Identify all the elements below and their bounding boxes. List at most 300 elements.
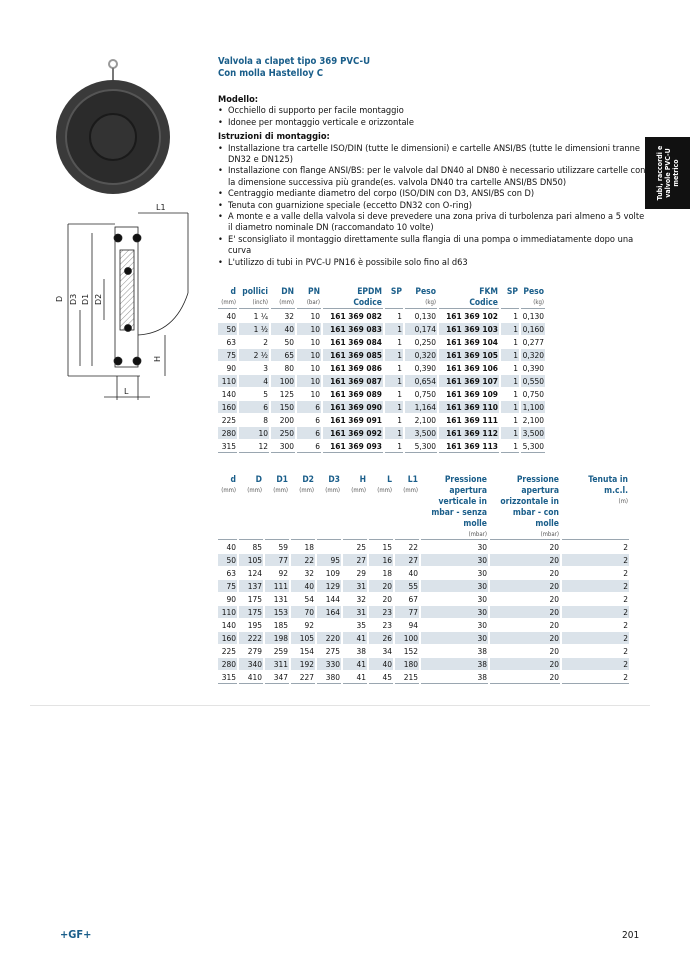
dimensions-table <box>216 474 631 685</box>
dim-label-h: H <box>153 355 162 362</box>
bullet-item: • Installazione tra cartelle ISO/DIN (tutte le dimensioni) e cartelle ANSI/BS (tutte le dimensioni tranne DN32 e DN125) <box>218 143 648 166</box>
table-cell: 20 <box>490 671 560 684</box>
table-cell: 140 <box>221 389 236 399</box>
column-title: D1 <box>276 475 288 485</box>
table-row <box>218 671 629 684</box>
table-cell: 40 <box>271 323 295 335</box>
table-row <box>218 658 629 670</box>
table-cell: 150 <box>271 401 295 413</box>
table-cell: 161 369 084 <box>330 337 382 347</box>
table-cell: 220 <box>317 632 341 644</box>
install-list <box>218 143 648 268</box>
table-cell: 3 <box>263 363 268 373</box>
table-cell: 161 369 082 <box>330 311 382 321</box>
table-cell: 30 <box>421 606 488 618</box>
table-cell: 30 <box>477 594 487 604</box>
dim-label-d3: D3 <box>69 293 78 305</box>
table-cell: 30 <box>477 620 487 630</box>
table-cell: 18 <box>382 568 392 578</box>
column-unit: (mm) <box>351 487 366 494</box>
table-row <box>218 632 629 644</box>
table-cell: 2 <box>562 580 629 592</box>
column-title: Pressione apertura verticale in mbar - senza molle <box>431 475 487 529</box>
table-cell: 5,300 <box>405 440 437 453</box>
table-cell: 2 <box>623 542 628 552</box>
table-cell: 161 369 113 <box>439 440 499 453</box>
column-header <box>421 475 488 540</box>
table-cell: 2,100 <box>522 415 544 425</box>
table-cell: 0,390 <box>414 363 436 373</box>
table-cell: 280 <box>218 427 237 439</box>
table-cell: 105 <box>291 632 315 644</box>
dim-label-l: L <box>124 387 129 396</box>
table-cell: 6 <box>297 440 321 453</box>
table-cell: 124 <box>247 568 262 578</box>
table-cell: 0,654 <box>405 375 437 387</box>
table-cell: 63 <box>226 568 236 578</box>
column-header <box>271 287 295 309</box>
table-cell: 6 <box>315 415 320 425</box>
table-cell: 200 <box>279 415 294 425</box>
table-cell: 315 <box>218 440 237 453</box>
table-cell: 10 <box>239 427 269 439</box>
table-cell: 198 <box>265 632 289 644</box>
column-header <box>501 287 519 309</box>
table-cell: 227 <box>291 671 315 684</box>
table-cell: 75 <box>218 349 237 361</box>
table-cell: 111 <box>265 580 289 592</box>
table-cell: 1 <box>513 311 518 321</box>
table-cell: 5,300 <box>522 441 544 451</box>
table-cell: 20 <box>490 658 560 670</box>
table-cell: 0,390 <box>522 363 544 373</box>
table-cell: 1 <box>397 389 402 399</box>
table-cell: 20 <box>549 646 559 656</box>
table-cell: 65 <box>271 349 295 361</box>
bullet-item: • E' sconsigliato il montaggio direttamente sulla flangia di una pompa o immediatamente dopo una curva <box>218 234 648 257</box>
table-cell: 300 <box>271 440 295 453</box>
table-cell: 0,750 <box>414 389 436 399</box>
table-cell: 29 <box>356 568 366 578</box>
table-cell: 1 <box>397 311 402 321</box>
table-cell: 1 <box>501 323 519 335</box>
dim-label-d1: D1 <box>81 293 90 305</box>
table-cell: 1 <box>501 375 519 387</box>
table-cell: 8 <box>263 415 268 425</box>
table-cell: 30 <box>421 632 488 644</box>
column-title: d <box>230 287 236 297</box>
model-list <box>218 105 648 128</box>
table-cell: 410 <box>239 671 263 684</box>
column-unit: (mbar) <box>468 531 487 538</box>
column-unit: (mm) <box>247 487 262 494</box>
table-cell: 100 <box>271 375 295 387</box>
table-cell: 131 <box>273 594 288 604</box>
column-unit: (m) <box>618 498 628 505</box>
table-cell: 80 <box>284 363 294 373</box>
table-row <box>218 388 545 400</box>
column-header <box>218 287 237 309</box>
table-cell: 1 <box>385 375 403 387</box>
table-cell: 32 <box>356 594 366 604</box>
table-cell: 25 <box>356 542 366 552</box>
table-cell: 161 369 109 <box>446 389 498 399</box>
column-header <box>218 475 237 540</box>
table-cell: 1 <box>385 349 403 361</box>
column-title: L1 <box>407 475 418 485</box>
column-unit: (inch) <box>252 298 268 306</box>
table-cell: 20 <box>382 594 392 604</box>
column-header <box>385 287 403 309</box>
header-row <box>218 287 545 309</box>
table-cell: 161 369 103 <box>439 323 499 335</box>
table-cell: 2,100 <box>414 415 436 425</box>
table-cell: 41 <box>343 632 367 644</box>
table-cell: 20 <box>490 554 560 566</box>
column-title: D3 <box>328 475 340 485</box>
table-cell: 3,500 <box>522 428 544 438</box>
column-title: SP <box>506 287 518 297</box>
table-cell: 30 <box>421 554 488 566</box>
table-row <box>218 541 629 553</box>
table-cell: 67 <box>408 594 418 604</box>
table-cell: 10 <box>297 323 321 335</box>
table-cell: 2 <box>562 554 629 566</box>
table-cell: 161 369 104 <box>446 337 498 347</box>
table-cell: 10 <box>297 349 321 361</box>
table-cell: 160 <box>218 401 237 413</box>
section-tab-label: Tubi, raccordi e valvole PVC-U metrico <box>655 145 680 201</box>
table-cell: 1 <box>397 363 402 373</box>
table-cell: 0,550 <box>522 376 544 386</box>
column-title: d <box>230 475 236 485</box>
table-cell: 161 369 085 <box>323 349 383 361</box>
column-header <box>562 475 629 540</box>
table-cell: 34 <box>382 646 392 656</box>
section-tab[interactable] <box>645 137 690 209</box>
table-cell: 0,320 <box>522 350 544 360</box>
table-cell <box>317 541 341 553</box>
table-cell: 175 <box>239 606 263 618</box>
table-cell: 90 <box>226 594 236 604</box>
table-cell: 161 369 102 <box>446 311 498 321</box>
table-cell: 0,130 <box>522 311 544 321</box>
table-cell: 0,277 <box>522 337 544 347</box>
table-cell: 38 <box>421 671 488 684</box>
table-cell: 22 <box>408 542 418 552</box>
table-cell: 1,164 <box>405 401 437 413</box>
table-cell: 340 <box>239 658 263 670</box>
column-unit: (bar) <box>306 298 320 306</box>
column-header <box>297 287 321 309</box>
table-cell: 161 369 087 <box>323 375 383 387</box>
table-cell: 1 <box>513 363 518 373</box>
table-cell: 90 <box>226 363 236 373</box>
column-header <box>343 475 367 540</box>
table-cell: 1 <box>385 401 403 413</box>
table-cell: 160 <box>218 632 237 644</box>
table-cell: 192 <box>291 658 315 670</box>
product-description <box>218 94 648 268</box>
table-cell: 20 <box>549 542 559 552</box>
table-cell: 26 <box>369 632 393 644</box>
table-cell: 1 ½ <box>239 323 269 335</box>
table-cell: 280 <box>218 658 237 670</box>
table-cell: 161 369 090 <box>323 401 383 413</box>
table-row <box>218 440 545 453</box>
order-code-table <box>216 286 547 454</box>
table-cell: 0,320 <box>405 349 437 361</box>
column-header <box>317 475 341 540</box>
table-row <box>218 619 629 631</box>
table-cell: 10 <box>310 363 320 373</box>
table-cell: 31 <box>343 580 367 592</box>
table-cell: 161 369 110 <box>439 401 499 413</box>
table-row <box>218 593 629 605</box>
table-cell: 100 <box>395 632 419 644</box>
column-unit: (kg) <box>425 298 436 306</box>
table-cell: 0,160 <box>522 324 544 334</box>
table-cell: 144 <box>325 594 340 604</box>
column-title: D2 <box>302 475 314 485</box>
table-cell: 154 <box>299 646 314 656</box>
table-cell: 1 <box>385 323 403 335</box>
table-cell: 2 ½ <box>239 349 269 361</box>
table-cell: 129 <box>317 580 341 592</box>
table-cell: 32 <box>284 311 294 321</box>
table-cell: 110 <box>218 606 237 618</box>
table-cell: 1 <box>501 427 519 439</box>
divider <box>30 705 650 706</box>
table-cell: 109 <box>325 568 340 578</box>
table-cell: 161 369 092 <box>323 427 383 439</box>
table-cell: 161 369 086 <box>330 363 382 373</box>
table-cell: 153 <box>265 606 289 618</box>
table-cell: 3,500 <box>405 427 437 439</box>
table-row <box>218 375 545 387</box>
table-cell: 1 <box>385 427 403 439</box>
table-cell: 1 <box>397 337 402 347</box>
dim-label-d2: D2 <box>94 293 103 305</box>
table-cell: 0,174 <box>405 323 437 335</box>
column-unit: (mbar) <box>540 531 559 538</box>
table-cell: 10 <box>310 389 320 399</box>
column-title: DN <box>281 287 294 297</box>
column-title: pollici <box>242 287 268 297</box>
bullet-item: • Installazione con flange ANSI/BS: per le valvole dal DN40 al DN80 è necessario utilizzare cartelle con la dimensione successiva più grande(es. valvola DN40 tra cartelle ANSI/BS DN50) <box>218 165 648 188</box>
bullet-item: • Idonee per montaggio verticale e orizzontale <box>218 117 648 128</box>
column-title: Tenuta in m.c.l. <box>588 475 628 496</box>
column-header <box>521 287 545 309</box>
table-cell: 2 <box>562 658 629 670</box>
table-cell: 23 <box>382 620 392 630</box>
valve-photo <box>56 60 170 194</box>
column-unit: Codice <box>353 297 382 308</box>
table-cell: 5 <box>263 389 268 399</box>
table-row <box>218 336 545 348</box>
table-cell: 180 <box>395 658 419 670</box>
table-cell: 2 <box>623 646 628 656</box>
bullet-item: • A monte e a valle della valvola si deve prevedere una zona priva di turbolenza pari almeno a 5 volte il diametro nominale DN (raccomandato 10 volte) <box>218 211 648 234</box>
table-cell: 175 <box>247 594 262 604</box>
table-cell: 279 <box>247 646 262 656</box>
table-cell: 2 <box>562 606 629 618</box>
column-unit: (mm) <box>325 487 340 494</box>
table-cell: 20 <box>549 594 559 604</box>
table-cell: 85 <box>252 542 262 552</box>
bullet-item: • L'utilizzo di tubi in PVC-U PN16 è possibile solo fino al d63 <box>218 257 648 268</box>
table-cell: 38 <box>421 658 488 670</box>
table-cell: 41 <box>343 671 367 684</box>
table-cell: 311 <box>265 658 289 670</box>
table-cell: 30 <box>477 542 487 552</box>
column-unit: (mm) <box>377 487 392 494</box>
table-cell: 161 369 107 <box>439 375 499 387</box>
column-unit: (mm) <box>403 487 418 494</box>
table-cell: 347 <box>265 671 289 684</box>
column-unit: (mm) <box>299 487 314 494</box>
table-cell: 161 369 089 <box>330 389 382 399</box>
gf-logo: +GF+ <box>60 928 92 941</box>
table-row <box>218 414 545 426</box>
table-cell: 95 <box>317 554 341 566</box>
column-title: EPDM <box>357 287 382 297</box>
table-cell: 164 <box>317 606 341 618</box>
table-cell: 161 369 091 <box>330 415 382 425</box>
table-cell: 2 <box>623 568 628 578</box>
table-cell: 55 <box>395 580 419 592</box>
table-cell: 77 <box>395 606 419 618</box>
table-cell: 22 <box>291 554 315 566</box>
table-cell: 41 <box>343 658 367 670</box>
table-cell: 195 <box>247 620 262 630</box>
table-cell: 330 <box>317 658 341 670</box>
table-cell: 92 <box>304 620 314 630</box>
table-cell: 50 <box>284 337 294 347</box>
table-cell: 6 <box>239 401 269 413</box>
title-line-2: Con molla Hastelloy C <box>218 68 324 79</box>
model-heading: Modello: <box>218 94 259 105</box>
table-cell: 1,100 <box>522 402 544 412</box>
table-cell: 1 <box>513 415 518 425</box>
dim-label-l1: L1 <box>156 203 166 212</box>
column-header <box>439 287 499 309</box>
table-cell: 50 <box>218 323 237 335</box>
table-cell: 20 <box>369 580 393 592</box>
table-cell: 2 <box>562 671 629 684</box>
table-cell: 40 <box>226 542 236 552</box>
table-cell: 1 <box>501 349 519 361</box>
title-line-1: Valvola a clapet tipo 369 PVC-U <box>218 56 371 67</box>
table-cell: 18 <box>304 542 314 552</box>
table-cell: 161 369 083 <box>323 323 383 335</box>
table-row <box>218 427 545 439</box>
table-cell: 259 <box>273 646 288 656</box>
table-cell: 6 <box>297 401 321 413</box>
table-cell: 1 <box>501 440 519 453</box>
table-cell: 161 369 111 <box>446 415 498 425</box>
table-cell: 215 <box>395 671 419 684</box>
table-cell <box>317 619 341 631</box>
table-cell: 12 <box>239 440 269 453</box>
table-cell: 54 <box>304 594 314 604</box>
table-cell: 380 <box>317 671 341 684</box>
table-cell: 1 <box>513 337 518 347</box>
column-title: D <box>255 475 262 485</box>
table-cell: 16 <box>369 554 393 566</box>
table-cell: 1 <box>501 401 519 413</box>
table-row <box>218 401 545 413</box>
column-header <box>291 475 315 540</box>
table-cell: 30 <box>421 580 488 592</box>
table-cell: 20 <box>490 606 560 618</box>
column-title: PN <box>307 287 320 297</box>
table-cell: 1 ¼ <box>253 311 268 321</box>
table-cell: 10 <box>310 337 320 347</box>
table-cell: 10 <box>297 375 321 387</box>
table-cell: 1 <box>397 415 402 425</box>
table-cell: 75 <box>218 580 237 592</box>
table-cell: 222 <box>239 632 263 644</box>
table-cell: 6 <box>297 427 321 439</box>
column-header <box>323 287 383 309</box>
table-row <box>218 323 545 335</box>
table-row <box>218 362 545 374</box>
column-unit: (kg) <box>533 298 544 306</box>
table-cell: 185 <box>273 620 288 630</box>
column-title: H <box>359 475 366 485</box>
table-cell: 161 369 093 <box>323 440 383 453</box>
column-title: SP <box>390 287 402 297</box>
table-cell: 40 <box>369 658 393 670</box>
column-header <box>239 287 269 309</box>
table-cell: 32 <box>304 568 314 578</box>
table-cell: 110 <box>218 375 237 387</box>
table-cell: 59 <box>278 542 288 552</box>
page-number: 201 <box>622 930 640 941</box>
column-title: Peso <box>415 287 436 297</box>
product-drawing <box>40 50 210 470</box>
table-cell: 94 <box>408 620 418 630</box>
table-cell: 4 <box>239 375 269 387</box>
table-cell: 161 369 106 <box>446 363 498 373</box>
table-row <box>218 349 545 361</box>
table-cell: 27 <box>343 554 367 566</box>
table-row <box>218 554 629 566</box>
table-row <box>218 645 629 657</box>
table-cell: 45 <box>369 671 393 684</box>
table-row <box>218 580 629 592</box>
header-row <box>218 475 629 540</box>
column-header <box>265 475 289 540</box>
product-title <box>218 56 370 80</box>
table-cell: 225 <box>221 646 236 656</box>
table-cell: 140 <box>221 620 236 630</box>
table-cell: 2 <box>623 594 628 604</box>
table-cell: 77 <box>265 554 289 566</box>
table-cell: 40 <box>408 568 418 578</box>
table-cell: 20 <box>549 620 559 630</box>
column-unit: (mm) <box>221 298 236 306</box>
column-title: L <box>387 475 392 485</box>
table-cell: 63 <box>226 337 236 347</box>
table-cell: 92 <box>278 568 288 578</box>
column-unit: (mm) <box>273 487 288 494</box>
column-title: FKM <box>479 287 498 297</box>
table-cell: 15 <box>382 542 392 552</box>
column-header <box>239 475 263 540</box>
column-header <box>369 475 393 540</box>
